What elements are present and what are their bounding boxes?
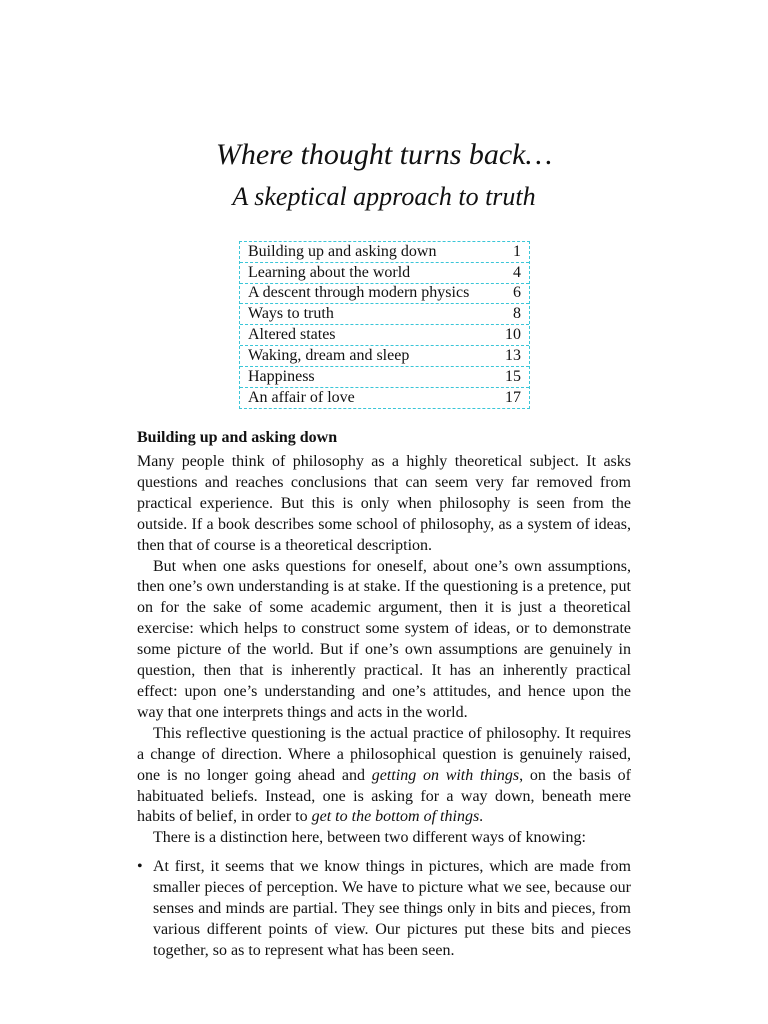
toc-item[interactable] [240, 304, 529, 325]
paragraph-text: This reflective questioning is the actual practice of philosophy. It requires a change of direction. Where a philosophical question is genuinely raised, one is no longer going ahead and [137, 724, 631, 784]
toc-item-label: Happiness [248, 367, 315, 385]
emphasis-text: getting on with things [371, 766, 520, 784]
bullet-icon: • [137, 858, 143, 875]
toc-item-page: 4 [513, 263, 521, 281]
toc-item-label: Learning about the world [248, 263, 411, 281]
table-of-contents [239, 241, 530, 409]
paragraph-text: , on the basis of habituated beliefs. Instead, one is asking for a way down, beneath mere habits of belief, in order to [137, 766, 631, 826]
emphasis-text: get to the bottom of things [311, 808, 480, 826]
paragraph-text: . [479, 808, 484, 826]
toc-item-label: Waking, dream and sleep [248, 346, 410, 364]
toc-item[interactable] [240, 388, 529, 409]
paragraph: But when one asks questions for oneself, about one’s own assumptions, then one’s own understanding is at stake. If the questioning is a pretence, put on for the sake of some academic argument, then it is just a theoretical exercise: which helps to construct some system of ideas, or to demonstrate some picture of the world. But if one’s own assumptions are genuinely in question, then that is inherently practical. It has an inherently practical effect: upon one’s understanding and one’s attitudes, and hence upon the way that one interprets things and acts in the world. [137, 557, 631, 721]
list-item-text: At first, it seems that we know things in pictures, which are made from smaller pieces of perception. We have to picture what we see, because our senses and minds are partial. They see things only in bits and pieces, from various different points of view. Our pictures put these bits and pieces together, so as to represent what has been seen. [153, 858, 631, 959]
toc-item-page: 15 [505, 367, 521, 385]
toc-item[interactable] [240, 242, 529, 263]
toc-item-label: Altered states [248, 326, 336, 344]
toc-item[interactable] [240, 346, 529, 367]
toc-item-label: Building up and asking down [248, 242, 437, 260]
paragraph: Many people think of philosophy as a highly theoretical subject. It asks questions and reaches conclusions that can seem very far removed from practical experience. But this is only when philosophy is seen from the outside. If a book describes some school of philosophy, as a system of ideas, then that of course is a theoretical description. [137, 453, 631, 554]
section-heading: Building up and asking down [137, 429, 338, 446]
toc-item[interactable] [240, 284, 529, 305]
toc-item-label: A descent through modern physics [248, 284, 470, 302]
toc-item-page: 10 [505, 326, 521, 344]
toc-item-page: 6 [513, 284, 521, 302]
paragraph [137, 724, 631, 829]
page-subtitle: A skeptical approach to truth [232, 182, 536, 211]
toc-item-label: Ways to truth [248, 305, 334, 323]
toc-item[interactable] [240, 263, 529, 284]
toc-item-page: 8 [513, 305, 521, 323]
list-item [137, 857, 631, 962]
section-body [137, 452, 631, 849]
page-title: Where thought turns back… [215, 138, 553, 171]
toc-item[interactable] [240, 367, 529, 388]
toc-item-label: An affair of love [248, 388, 355, 406]
toc-item-page: 17 [505, 388, 521, 406]
paragraph: There is a distinction here, between two different ways of knowing: [153, 829, 586, 847]
toc-item-page: 13 [505, 346, 521, 364]
toc-item[interactable] [240, 325, 529, 346]
toc-item-page: 1 [513, 242, 521, 260]
